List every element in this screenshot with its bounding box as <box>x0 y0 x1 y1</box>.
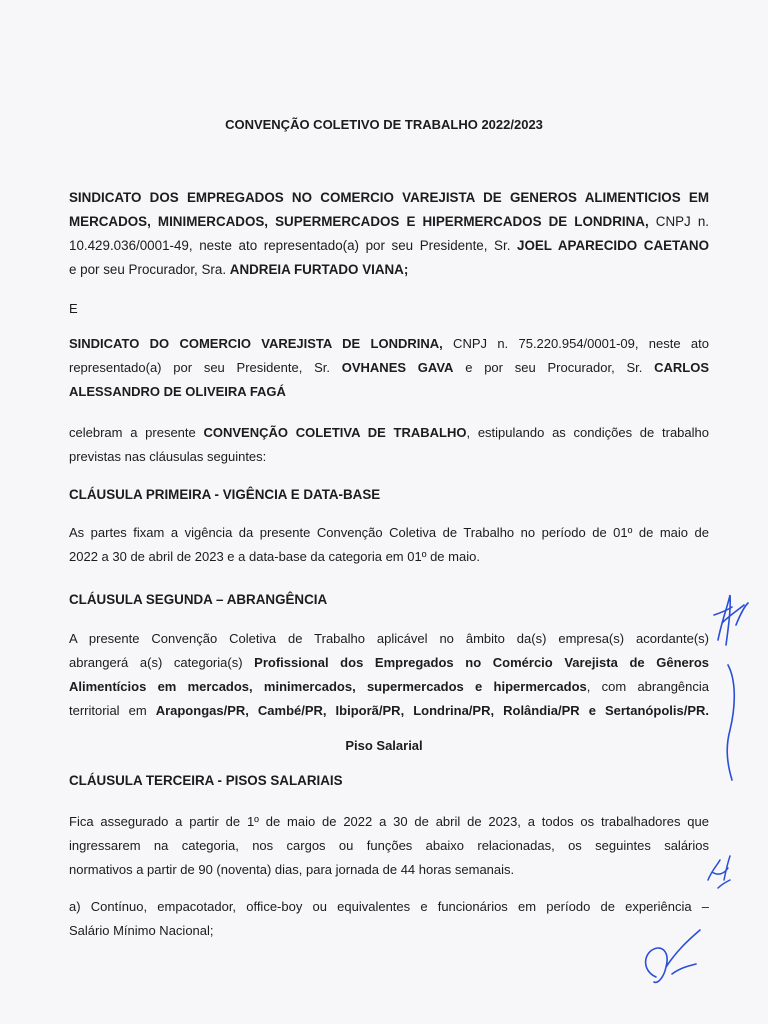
document-title: CONVENÇÃO COLETIVO DE TRABALHO 2022/2023 <box>225 117 543 132</box>
clause-three-body <box>69 810 709 882</box>
clause-three-line: ingressarem na categoria, nos cargos ou funções abaixo relacionadas, os seguintes salários <box>69 838 709 853</box>
party-one-line: 10.429.036/0001-49, neste ato representado(a) por seu Presidente, Sr. JOEL APARECIDO CAETANO <box>69 238 709 253</box>
clause-two-line: A presente Convenção Coletiva de Trabalho aplicável no âmbito da(s) empresa(s) acordante(s) <box>69 631 709 646</box>
clause-one-line: As partes fixam a vigência da presente Convenção Coletiva de Trabalho no período de 01º de maio de <box>69 525 709 540</box>
party-two-line: SINDICATO DO COMERCIO VAREJISTA DE LONDRINA, CNPJ n. 75.220.954/0001-09, neste ato <box>69 336 709 351</box>
celebration-block <box>69 421 709 469</box>
clause-two-line: abrangerá a(s) categoria(s) Profissional dos Empregados no Comércio Varejista de Gêneros <box>69 655 709 670</box>
clause-three-heading: CLÁUSULA TERCEIRA - PISOS SALARIAIS <box>69 773 343 788</box>
section-label-piso-salarial: Piso Salarial <box>345 738 423 753</box>
page-signature-icon <box>636 922 716 992</box>
item-a-line: Salário Mínimo Nacional; <box>69 923 214 938</box>
clause-one-body <box>69 521 709 569</box>
clause-three-line: Fica assegurado a partir de 1º de maio de 2022 a 30 de abril de 2023, a todos os trabalhadores que <box>69 814 709 829</box>
clause-two-line: Alimentícios em mercados, minimercados, supermercados e hipermercados, com abrangência <box>69 679 709 694</box>
conjunction: E <box>69 301 78 316</box>
celebration-line: celebram a presente CONVENÇÃO COLETIVA DE TRABALHO, estipulando as condições de trabalho <box>69 425 709 440</box>
party-one-line: e por seu Procurador, Sra. ANDREIA FURTADO VIANA; <box>69 262 409 277</box>
margin-signature-icon <box>700 585 760 785</box>
party-one-line: SINDICATO DOS EMPREGADOS NO COMERCIO VAREJISTA DE GENEROS ALIMENTICIOS EM <box>69 190 709 205</box>
clause-two-body <box>69 627 709 723</box>
clause-two-line: territorial em Arapongas/PR, Cambé/PR, Ibiporã/PR, Londrina/PR, Rolândia/PR e Sertanópolis/PR. <box>69 703 709 718</box>
clause-three-item-a <box>69 895 709 943</box>
clause-two-heading: CLÁUSULA SEGUNDA – ABRANGÊNCIA <box>69 592 328 607</box>
party-two-line: representado(a) por seu Presidente, Sr. OVHANES GAVA e por seu Procurador, Sr. CARLOS <box>69 360 710 375</box>
item-a-line: a) Contínuo, empacotador, office-boy ou equivalentes e funcionários em período de experiência – <box>69 899 709 914</box>
clause-one-heading: CLÁUSULA PRIMEIRA - VIGÊNCIA E DATA-BASE <box>69 487 381 502</box>
initials-icon <box>700 850 740 900</box>
party-two-block <box>69 332 709 404</box>
party-one-block <box>69 186 709 282</box>
celebration-line: previstas nas cláusulas seguintes: <box>69 449 267 464</box>
party-one-line: MERCADOS, MINIMERCADOS, SUPERMERCADOS E HIPERMERCADOS DE LONDRINA, CNPJ n. <box>69 214 710 229</box>
clause-one-line: 2022 a 30 de abril de 2023 e a data-base da categoria em 01º de maio. <box>69 549 480 564</box>
clause-three-line: normativos a partir de 90 (noventa) dias, para jornada de 44 horas semanais. <box>69 862 515 877</box>
party-two-line: ALESSANDRO DE OLIVEIRA FAGÁ <box>69 384 286 399</box>
